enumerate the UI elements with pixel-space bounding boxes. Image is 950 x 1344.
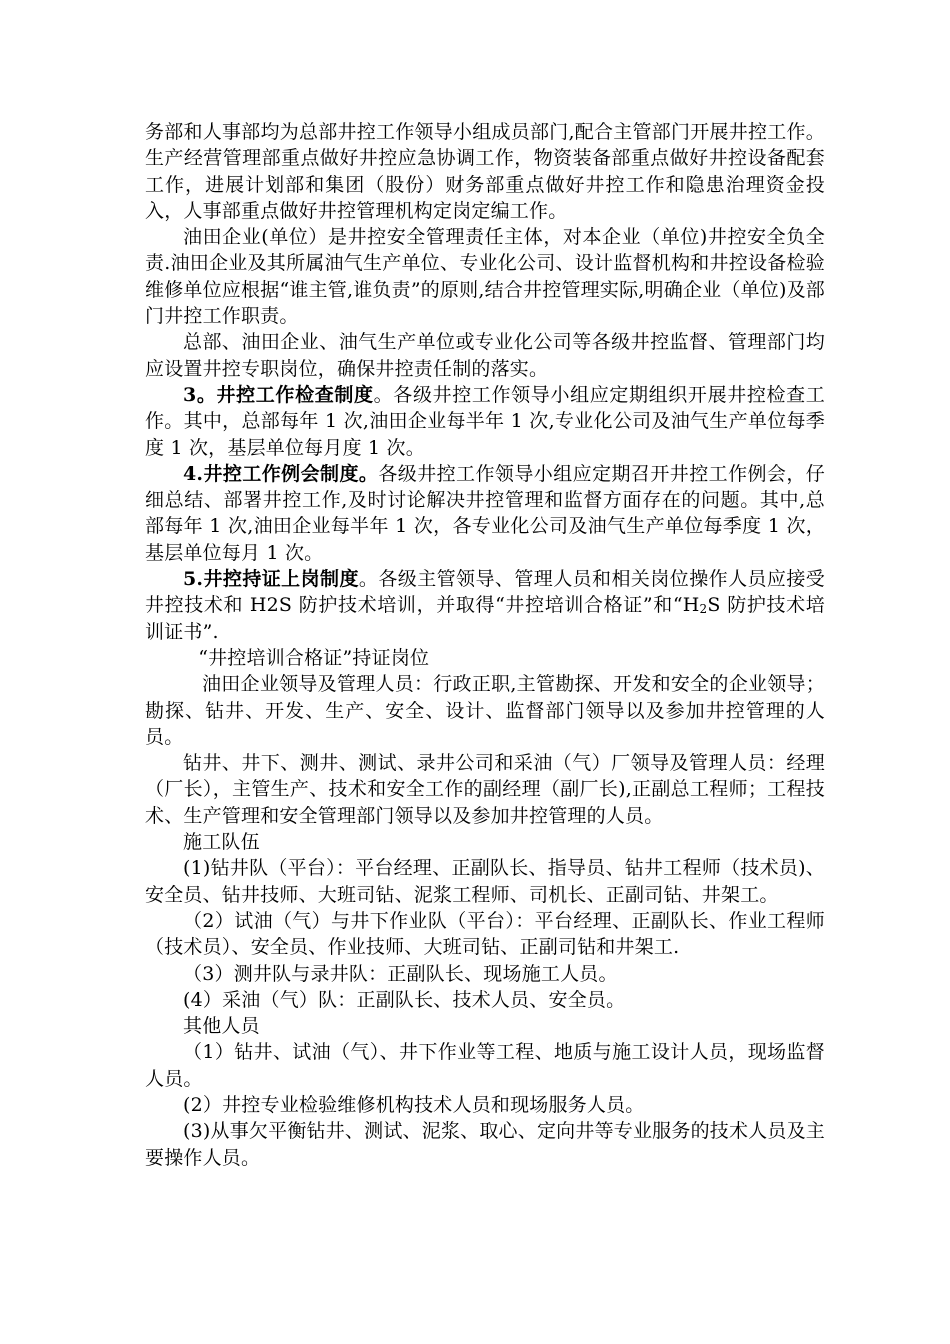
paragraph-drilling-team: (1)钻井队（平台）：平台经理、正副队长、指导员、钻井工程师（技术员)、安全员、钻井技师、大班司钻、泥浆工程师、司机长、正副司钻、井架工。 [145, 857, 825, 906]
meeting-system-text: 各级井控工作领导小组应定期召开井控工作例会，仔细总结、部署井控工作,及时讨论解决井控管理和监督方面存在的问题。其中,总部每年 1 次,油田企业每半年 1 次，各专业化公司及油气生产单位每季度 1 次，基层单位每月 1 次。 [145, 462, 825, 564]
paragraph-certification-system [145, 566, 825, 645]
paragraph-cert-posts-title: “井控培训合格证”持证岗位 [198, 646, 430, 669]
document-body [145, 119, 825, 1171]
paragraph-company-leaders: 钻井、井下、测井、测试、录井公司和采油（气）厂领导及管理人员：经理（厂长），主管生产、技术和安全工作的副经理（副厂长),正副总工程师；工程技术、生产管理和安全管理部门领导以及参加井控管理的人员。 [145, 752, 825, 827]
paragraph-logging-team: （3）测井队与录井队：正副队长、现场施工人员。 [183, 962, 618, 985]
paragraph-service-personnel: (3)从事欠平衡钻井、测试、泥浆、取心、定向井等专业服务的技术人员及主要操作人员。 [145, 1120, 825, 1169]
paragraph-testing-team: （2）试油（气）与井下作业队（平台）：平台经理、正副队长、作业工程师（技术员）、安全员、作业技师、大班司钻、正副司钻和井架工. [145, 909, 825, 959]
paragraph-meeting-system [145, 461, 825, 566]
h2s-subscript: 2 [699, 602, 708, 617]
paragraph-other-personnel: 其他人员 [183, 1015, 260, 1038]
certification-system-text-a: 。各级主管领导、管理人员和相关岗位操作人员应接受井控技术和 H2S 防护技术培训，并取得“井控培训合格证”和“H [145, 568, 825, 617]
paragraph-posts: 总部、油田企业、油气生产单位或专业化公司等各级井控监督、管理部门均应设置井控专职岗位，确保井控责任制的落实。 [145, 331, 825, 380]
paragraph-construction-teams: 施工队伍 [183, 831, 260, 854]
heading-certification-system: 5.井控持证上岗制度 [183, 568, 359, 591]
paragraph-inspection-system [145, 382, 825, 461]
paragraph-maintenance-personnel: (2）井控专业检验维修机构技术人员和现场服务人员。 [183, 1093, 645, 1116]
heading-inspection-system: 3。井控工作检查制度 [183, 383, 374, 406]
inspection-system-text: 。各级井控工作领导小组应定期组织开展井控检查工作。其中，总部每年 1 次,油田企业每半年 1 次,专业化公司及油气生产单位每季度 1 次，基层单位每月度 1 次。 [145, 383, 825, 459]
paragraph-design-personnel: （1）钻井、试油（气）、井下作业等工程、地质与施工设计人员，现场监督人员。 [145, 1041, 825, 1090]
certification-system-text-b: S 防护技术培训证书”. [145, 594, 825, 643]
paragraph-departments: 务部和人事部均为总部井控工作领导小组成员部门,配合主管部门开展井控工作。生产经营管理部重点做好井控应急协调工作，物资装备部重点做好井控设备配套工作，进展计划部和集团（股份）财务部重点做好井控工作和隐患治理资金投入，人事部重点做好井控管理机构定岗定编工作。 [145, 121, 825, 222]
heading-meeting-system: 4.井控工作例会制度。 [183, 462, 379, 485]
paragraph-oilfield-leaders: 油田企业领导及管理人员：行政正职,主管勘探、开发和安全的企业领导；勘探、钻井、开发、生产、安全、设计、监督部门领导以及参加井控管理的人员。 [145, 673, 825, 748]
paragraph-production-team: (4）采油（气）队：正副队长、技术人员、安全员。 [183, 988, 626, 1011]
paragraph-oilfield-responsibility: 油田企业(单位）是井控安全管理责任主体，对本企业（单位)井控安全负全责.油田企业及其所属油气生产单位、专业化公司、设计监督机构和井控设备检验维修单位应根据“谁主管,谁负责”的原则,结合井控管理实际,明确企业（单位)及部门井控工作职责。 [145, 226, 825, 328]
